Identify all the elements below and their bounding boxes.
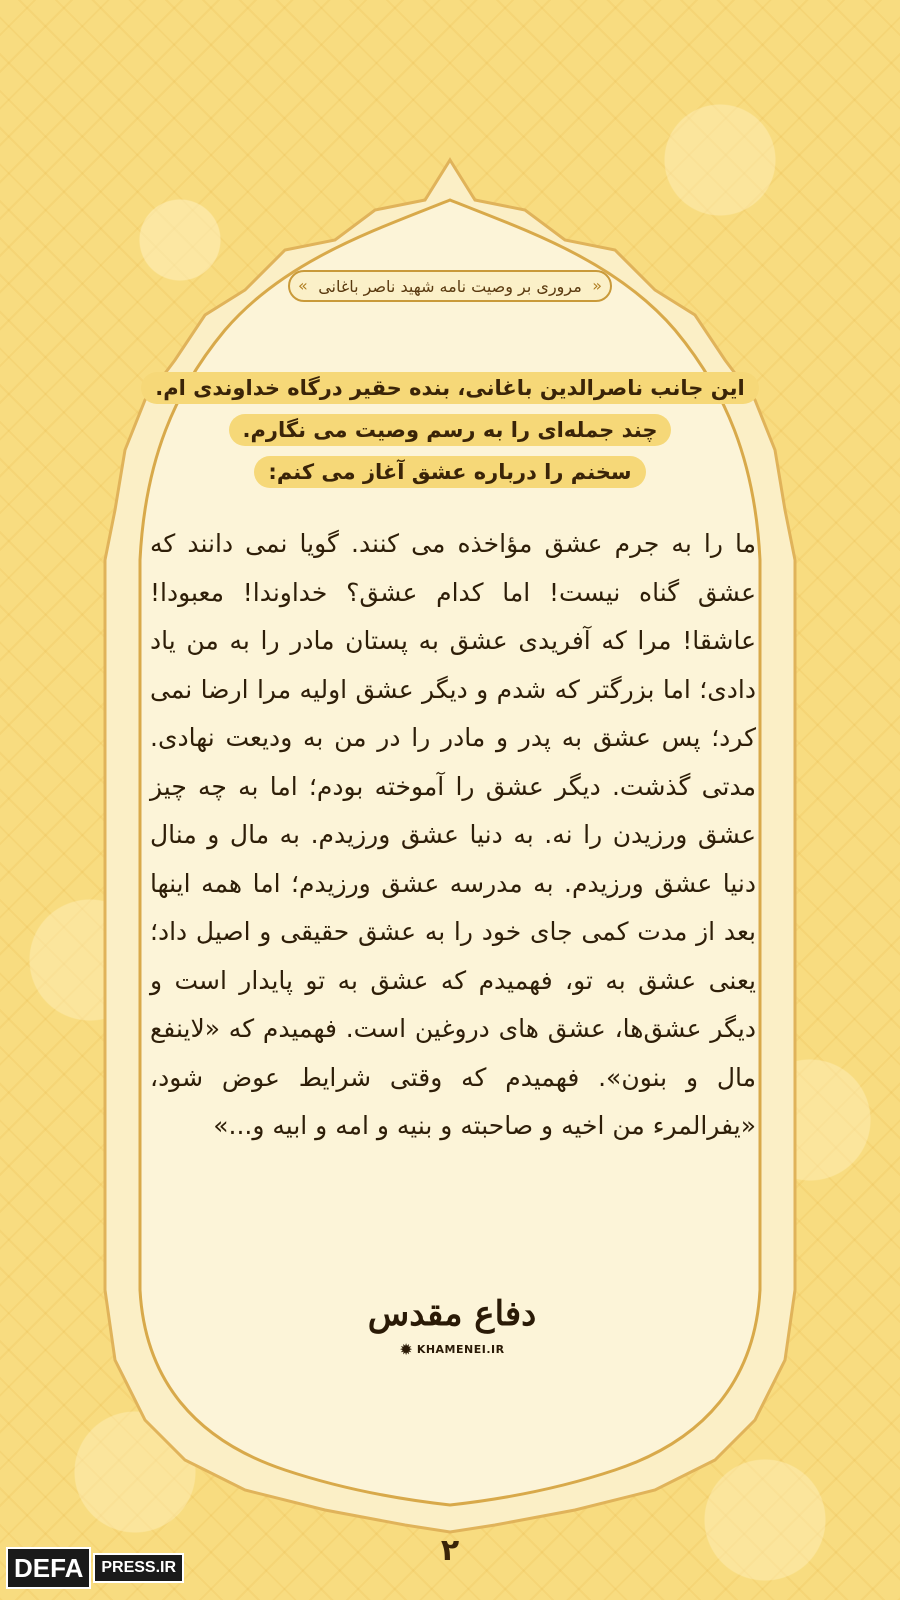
watermark-main: DEFA: [6, 1547, 91, 1589]
header-banner: [288, 270, 612, 302]
watermark-tail: PRESS.IR: [93, 1553, 184, 1583]
gear-icon: ✹: [399, 1340, 413, 1359]
logo: [367, 1294, 537, 1394]
intro-lines: [0, 372, 900, 488]
intro-line: چند جمله‌ای را به رسم وصیت می نگارم.: [229, 414, 672, 446]
logo-site: KHAMENEI.IR: [416, 1343, 505, 1356]
intro-line: سخنم را درباره عشق آغاز می کنم:: [254, 456, 645, 488]
logo-subline: [399, 1340, 504, 1359]
testament-body-text: ما را به جرم عشق مؤاخذه می کنند. گویا نمی دانند که عشق گناه نیست! اما کدام عشق؟ خداوندا! معبودا! عاشقا! مرا که آفریدی عشق به پستان مادر را به من یاد دادی؛ اما بزرگتر که شدم و دیگر عشق اولیه مرا ارضا نمی کرد؛ پس عشق به پدر و مادر را در من به ودیعت نهادی. مدتی گذشت. دیگر عشق را آموخته بودم؛ اما به چه چیز عشق ورزیدن را نه. به دنیا عشق ورزیدم. به مال و منال دنیا عشق ورزیدم. به مدرسه عشق ورزیدم؛ اما همه اینها بعد از مدت کمی جای خود را به عشق حقیقی و اصیل داد؛ یعنی عشق به تو، فهمیدم که عشق به تو پایدار است و دیگر عشق‌ها، عشق های دروغین است. فهمیدم که «لاینفع مال و بنون». فهمیدم که وقتی شرایط عوض شود، «یفرالمرء من اخیه و صاحبته و بنیه و امه و ابیه و...»: [150, 529, 756, 1140]
page-number: ۲: [440, 1532, 460, 1568]
chevron-right-icon: »: [592, 276, 602, 295]
header-title: مروری بر وصیت نامه شهید ناصر باغانی: [318, 276, 582, 296]
logo-title: دفاع مقدس: [367, 1294, 537, 1334]
intro-line: این جانب ناصرالدین باغانی، بنده حقیر درگاه خداوندی ام.: [141, 372, 758, 404]
chevron-left-icon: «: [298, 276, 308, 295]
watermark: [6, 1546, 184, 1590]
